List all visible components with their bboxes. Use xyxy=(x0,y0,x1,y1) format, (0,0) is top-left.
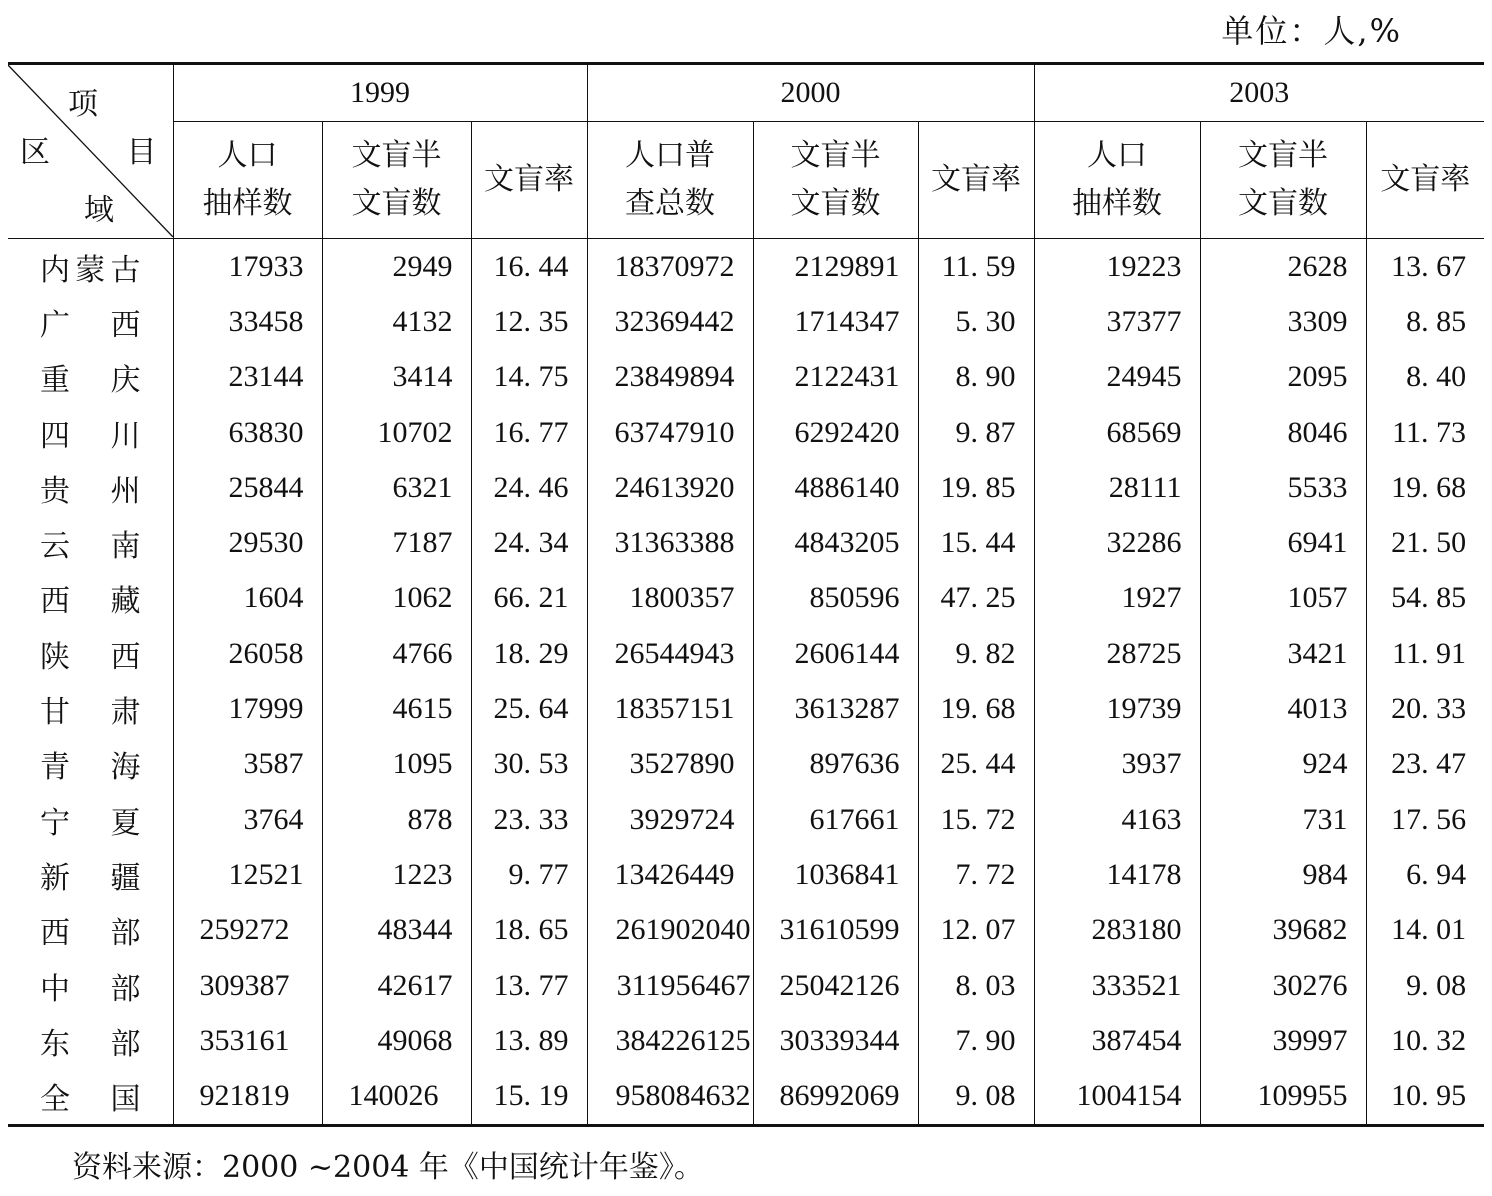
cell-rate-1999: 18. 65 xyxy=(471,903,587,958)
literacy-table-container xyxy=(8,62,1484,1127)
cell-illiterate-1999: 1062 xyxy=(322,571,471,626)
cell-sample-2003: 19739 xyxy=(1034,681,1200,736)
source-note: 资料来源：2000 ~2004 年《中国统计年鉴》。 xyxy=(72,1150,704,1185)
cell-illiterate-1999: 42617 xyxy=(322,958,471,1013)
table-row xyxy=(8,681,1484,736)
cell-sample-1999: 26058 xyxy=(173,626,322,681)
cell-sample-2003: 387454 xyxy=(1034,1013,1200,1068)
cell-illiterate-2003: 731 xyxy=(1200,792,1366,847)
cell-rate-2003: 17. 56 xyxy=(1366,792,1484,847)
cell-illiterate-2003: 39997 xyxy=(1200,1013,1366,1068)
cell-region: 西 藏 xyxy=(40,584,141,620)
cell-rate-2000: 11. 59 xyxy=(918,239,1034,295)
subheader-illiterate-2000: 文盲半 文盲数 xyxy=(753,122,918,239)
cell-illiterate-2003: 3309 xyxy=(1200,294,1366,349)
cell-sample-1999: 353161 xyxy=(173,1013,322,1068)
table-body xyxy=(8,239,1484,1126)
cell-illiterate-2000: 1036841 xyxy=(753,847,918,902)
cell-census-2000: 24613920 xyxy=(587,460,753,515)
cell-rate-1999: 9. 77 xyxy=(471,847,587,902)
cell-sample-2003: 14178 xyxy=(1034,847,1200,902)
cell-illiterate-2003: 6941 xyxy=(1200,515,1366,570)
cell-census-2000: 23849894 xyxy=(587,350,753,405)
cell-rate-2003: 21. 50 xyxy=(1366,515,1484,570)
cell-illiterate-1999: 7187 xyxy=(322,515,471,570)
cell-illiterate-2000: 25042126 xyxy=(753,958,918,1013)
cell-sample-2003: 1927 xyxy=(1034,571,1200,626)
table-row xyxy=(8,1013,1484,1068)
cell-region: 东 部 xyxy=(40,1026,141,1062)
cell-region: 广 西 xyxy=(40,307,141,343)
cell-region: 云 南 xyxy=(40,529,141,565)
subheader-rate-2003: 文盲率 xyxy=(1366,122,1484,239)
cell-census-2000: 31363388 xyxy=(587,515,753,570)
cell-region: 陕 西 xyxy=(40,639,141,675)
cell-illiterate-2003: 4013 xyxy=(1200,681,1366,736)
cell-illiterate-1999: 140026 xyxy=(322,1068,471,1125)
year-header-2003: 2003 xyxy=(1034,64,1484,122)
cell-illiterate-2000: 3613287 xyxy=(753,681,918,736)
cell-rate-1999: 30. 53 xyxy=(471,737,587,792)
cell-illiterate-2000: 2122431 xyxy=(753,350,918,405)
cell-illiterate-1999: 878 xyxy=(322,792,471,847)
cell-illiterate-2000: 4886140 xyxy=(753,460,918,515)
cell-illiterate-1999: 6321 xyxy=(322,460,471,515)
cell-illiterate-2003: 3421 xyxy=(1200,626,1366,681)
cell-sample-1999: 33458 xyxy=(173,294,322,349)
subheader-sample-1999: 人口 抽样数 xyxy=(173,122,322,239)
cell-rate-2003: 19. 68 xyxy=(1366,460,1484,515)
cell-rate-2003: 11. 73 xyxy=(1366,405,1484,460)
cell-census-2000: 311956467 xyxy=(587,958,753,1013)
cell-rate-1999: 15. 19 xyxy=(471,1068,587,1125)
cell-rate-2000: 15. 44 xyxy=(918,515,1034,570)
cell-region: 贵 州 xyxy=(40,473,141,509)
cell-sample-2003: 283180 xyxy=(1034,903,1200,958)
cell-sample-2003: 3937 xyxy=(1034,737,1200,792)
cell-region: 全 国 xyxy=(8,1068,173,1125)
corner-region-bottom: 域 xyxy=(84,194,114,227)
cell-sample-2003: 4163 xyxy=(1034,792,1200,847)
cell-illiterate-1999: 48344 xyxy=(322,903,471,958)
cell-illiterate-1999: 4132 xyxy=(322,294,471,349)
cell-sample-1999: 309387 xyxy=(173,958,322,1013)
cell-illiterate-2003: 2095 xyxy=(1200,350,1366,405)
cell-illiterate-2003: 984 xyxy=(1200,847,1366,902)
cell-rate-2000: 19. 85 xyxy=(918,460,1034,515)
cell-region: 宁 夏 xyxy=(40,805,141,841)
cell-illiterate-2000: 6292420 xyxy=(753,405,918,460)
table-row xyxy=(8,737,1484,792)
cell-illiterate-1999: 49068 xyxy=(322,1013,471,1068)
cell-census-2000: 261902040 xyxy=(587,903,753,958)
table-row xyxy=(8,294,1484,349)
subheader-sample-2003: 人口 抽样数 xyxy=(1034,122,1200,239)
cell-rate-1999: 16. 77 xyxy=(471,405,587,460)
cell-census-2000: 384226125 xyxy=(587,1013,753,1068)
cell-region: 重 庆 xyxy=(40,363,141,399)
table-row xyxy=(8,571,1484,626)
cell-sample-2003: 37377 xyxy=(1034,294,1200,349)
cell-illiterate-1999: 10702 xyxy=(322,405,471,460)
cell-illiterate-2000: 1714347 xyxy=(753,294,918,349)
cell-region: 四 川 xyxy=(40,418,141,454)
cell-census-2000: 63747910 xyxy=(587,405,753,460)
cell-rate-2000: 47. 25 xyxy=(918,571,1034,626)
cell-rate-2003: 9. 08 xyxy=(1366,958,1484,1013)
cell-rate-2003: 14. 01 xyxy=(1366,903,1484,958)
cell-illiterate-2003: 109955 xyxy=(1200,1068,1366,1125)
table-row xyxy=(8,792,1484,847)
cell-rate-2000: 19. 68 xyxy=(918,681,1034,736)
cell-illiterate-2000: 2606144 xyxy=(753,626,918,681)
table-row xyxy=(8,626,1484,681)
year-header-1999: 1999 xyxy=(173,64,587,122)
corner-item-top: 项 xyxy=(68,88,98,121)
subheader-rate-2000: 文盲率 xyxy=(918,122,1034,239)
cell-illiterate-2000: 897636 xyxy=(753,737,918,792)
cell-sample-1999: 259272 xyxy=(173,903,322,958)
table-row xyxy=(8,515,1484,570)
cell-illiterate-2003: 5533 xyxy=(1200,460,1366,515)
cell-region: 新 疆 xyxy=(40,860,141,896)
cell-illiterate-2003: 39682 xyxy=(1200,903,1366,958)
table-row xyxy=(8,239,1484,295)
cell-region: 青 海 xyxy=(40,750,141,786)
subheader-rate-1999: 文盲率 xyxy=(471,122,587,239)
cell-sample-1999: 17933 xyxy=(173,239,322,295)
cell-sample-2003: 28111 xyxy=(1034,460,1200,515)
year-header-2000: 2000 xyxy=(587,64,1034,122)
cell-sample-1999: 3764 xyxy=(173,792,322,847)
cell-rate-2000: 8. 90 xyxy=(918,350,1034,405)
cell-rate-2003: 8. 85 xyxy=(1366,294,1484,349)
cell-rate-2003: 8. 40 xyxy=(1366,350,1484,405)
cell-census-2000: 18357151 xyxy=(587,681,753,736)
cell-census-2000: 1800357 xyxy=(587,571,753,626)
table-row xyxy=(8,460,1484,515)
cell-illiterate-2000: 30339344 xyxy=(753,1013,918,1068)
cell-rate-2003: 10. 95 xyxy=(1366,1068,1484,1125)
subheader-illiterate-1999: 文盲半 文盲数 xyxy=(322,122,471,239)
cell-census-2000: 18370972 xyxy=(587,239,753,295)
cell-rate-1999: 12. 35 xyxy=(471,294,587,349)
cell-rate-2000: 7. 90 xyxy=(918,1013,1034,1068)
cell-illiterate-2003: 1057 xyxy=(1200,571,1366,626)
cell-illiterate-1999: 4766 xyxy=(322,626,471,681)
cell-census-2000: 13426449 xyxy=(587,847,753,902)
cell-rate-2000: 8. 03 xyxy=(918,958,1034,1013)
subheader-illiterate-2003: 文盲半 文盲数 xyxy=(1200,122,1366,239)
corner-region-top: 区 xyxy=(20,136,50,169)
cell-rate-2003: 23. 47 xyxy=(1366,737,1484,792)
table-row xyxy=(8,405,1484,460)
cell-sample-1999: 1604 xyxy=(173,571,322,626)
cell-illiterate-1999: 3414 xyxy=(322,350,471,405)
cell-rate-1999: 18. 29 xyxy=(471,626,587,681)
cell-rate-2003: 11. 91 xyxy=(1366,626,1484,681)
cell-sample-2003: 32286 xyxy=(1034,515,1200,570)
cell-rate-1999: 16. 44 xyxy=(471,239,587,295)
cell-census-2000: 3929724 xyxy=(587,792,753,847)
cell-rate-1999: 24. 34 xyxy=(471,515,587,570)
cell-rate-1999: 25. 64 xyxy=(471,681,587,736)
cell-illiterate-1999: 1223 xyxy=(322,847,471,902)
cell-illiterate-2000: 2129891 xyxy=(753,239,918,295)
cell-sample-2003: 28725 xyxy=(1034,626,1200,681)
cell-sample-1999: 3587 xyxy=(173,737,322,792)
cell-sample-1999: 921819 xyxy=(173,1068,322,1125)
cell-rate-2000: 15. 72 xyxy=(918,792,1034,847)
cell-illiterate-2003: 924 xyxy=(1200,737,1366,792)
table-header xyxy=(8,64,1484,239)
cell-illiterate-1999: 1095 xyxy=(322,737,471,792)
cell-rate-2000: 9. 87 xyxy=(918,405,1034,460)
cell-illiterate-2003: 8046 xyxy=(1200,405,1366,460)
cell-illiterate-2003: 2628 xyxy=(1200,239,1366,295)
cell-rate-2000: 5. 30 xyxy=(918,294,1034,349)
cell-rate-2003: 10. 32 xyxy=(1366,1013,1484,1068)
cell-region: 内蒙古 xyxy=(40,252,141,288)
corner-item-bottom: 目 xyxy=(126,136,157,169)
table-row xyxy=(8,350,1484,405)
cell-rate-2000: 7. 72 xyxy=(918,847,1034,902)
cell-sample-2003: 24945 xyxy=(1034,350,1200,405)
cell-sample-2003: 19223 xyxy=(1034,239,1200,295)
cell-sample-2003: 1004154 xyxy=(1034,1068,1200,1125)
cell-rate-1999: 13. 89 xyxy=(471,1013,587,1068)
cell-rate-2000: 25. 44 xyxy=(918,737,1034,792)
illiteracy-table xyxy=(8,62,1484,1127)
cell-rate-1999: 13. 77 xyxy=(471,958,587,1013)
cell-sample-1999: 63830 xyxy=(173,405,322,460)
subheader-census-2000: 人口普 查总数 xyxy=(587,122,753,239)
cell-region: 中 部 xyxy=(40,971,141,1007)
table-row xyxy=(8,847,1484,902)
cell-illiterate-1999: 2949 xyxy=(322,239,471,295)
cell-sample-1999: 12521 xyxy=(173,847,322,902)
cell-sample-1999: 23144 xyxy=(173,350,322,405)
cell-sample-2003: 68569 xyxy=(1034,405,1200,460)
cell-rate-2000: 9. 82 xyxy=(918,626,1034,681)
cell-illiterate-2000: 86992069 xyxy=(753,1068,918,1125)
cell-rate-1999: 66. 21 xyxy=(471,571,587,626)
cell-rate-2000: 12. 07 xyxy=(918,903,1034,958)
cell-region: 甘 肃 xyxy=(40,695,141,731)
cell-census-2000: 32369442 xyxy=(587,294,753,349)
cell-sample-1999: 29530 xyxy=(173,515,322,570)
table-row xyxy=(8,903,1484,958)
cell-sample-1999: 17999 xyxy=(173,681,322,736)
cell-region: 西 部 xyxy=(40,916,141,952)
cell-rate-1999: 23. 33 xyxy=(471,792,587,847)
cell-illiterate-2000: 31610599 xyxy=(753,903,918,958)
cell-illiterate-2000: 4843205 xyxy=(753,515,918,570)
cell-rate-2003: 6. 94 xyxy=(1366,847,1484,902)
cell-illiterate-2000: 850596 xyxy=(753,571,918,626)
cell-sample-2003: 333521 xyxy=(1034,958,1200,1013)
cell-rate-2003: 13. 67 xyxy=(1366,239,1484,295)
cell-illiterate-2000: 617661 xyxy=(753,792,918,847)
cell-census-2000: 3527890 xyxy=(587,737,753,792)
cell-rate-2003: 54. 85 xyxy=(1366,571,1484,626)
cell-sample-1999: 25844 xyxy=(173,460,322,515)
cell-illiterate-1999: 4615 xyxy=(322,681,471,736)
cell-rate-1999: 14. 75 xyxy=(471,350,587,405)
corner-header-cell xyxy=(8,64,173,239)
table-row xyxy=(8,958,1484,1013)
cell-rate-2000: 9. 08 xyxy=(918,1068,1034,1125)
cell-census-2000: 958084632 xyxy=(587,1068,753,1125)
cell-census-2000: 26544943 xyxy=(587,626,753,681)
cell-illiterate-2003: 30276 xyxy=(1200,958,1366,1013)
unit-label: 单位：人,% xyxy=(1221,12,1402,50)
cell-rate-1999: 24. 46 xyxy=(471,460,587,515)
table-row xyxy=(8,1068,1484,1125)
cell-rate-2003: 20. 33 xyxy=(1366,681,1484,736)
